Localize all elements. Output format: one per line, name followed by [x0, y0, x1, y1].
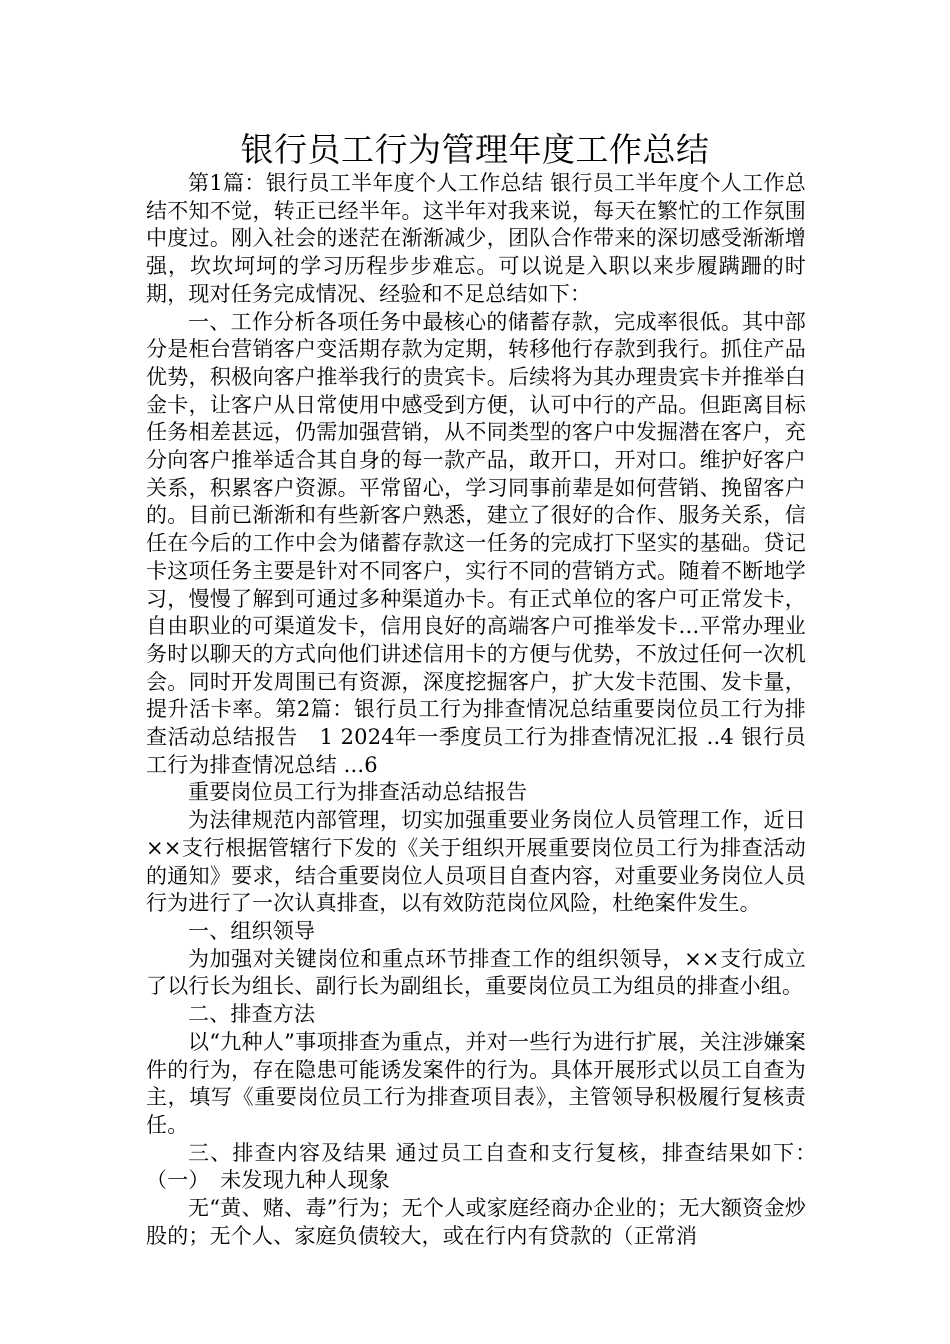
document-body — [146, 170, 828, 1250]
paragraph-report-intro: 为法律规范内部管理，切实加强重要业务岗位人员管理工作，近日××支行根据管辖行下发的《关于组织开展重要岗位员工行为排查活动的通知》要求，结合重要岗位人员项目自查内容，对重要业务岗位人员行为进行了一次认真排查，以有效防范岗位风险，杜绝案件发生。 — [146, 808, 806, 916]
section-heading-organization: 一、组织领导 — [188, 918, 316, 943]
paragraph-method: 以“九种人”事项排查为重点，并对一些行为进行扩展，关注涉嫌案件的行为，存在隐患可能诱发案件的行为。具体开展形式以员工自查为主，填写《重要岗位员工行为排查项目表》，主管领导积极履行复核责任。 — [146, 1029, 806, 1137]
document-title: 银行员工行为管理年度工作总结 — [240, 130, 710, 169]
paragraph-report-heading: 重要岗位员工行为排查活动总结报告 — [188, 780, 528, 805]
paragraph-intro: 第1篇：银行员工半年度个人工作总结 银行员工半年度个人工作总结不知不觉，转正已经半年。这半年对我来说，每天在繁忙的工作氛围中度过。刚入社会的迷茫在渐渐减少，团队合作带来的深切感受渐渐增强，坎坎坷坷的学习历程步步难忘。可以说是入职以来步履蹒跚的时期，现对任务完成情况、经验和不足总结如下： — [146, 171, 806, 306]
paragraph-work-analysis: 一、工作分析各项任务中最核心的储蓄存款，完成率很低。其中部分是柜台营销客户变活期存款为定期，转移他行存款到我行。抓住产品优势，积极向客户推举我行的贵宾卡。后续将为其办理贵宾卡并推举白金卡，让客户从日常使用中感受到方便，认可中行的产品。但距离目标任务相差甚远，仍需加强营销，从不同类型的客户中发掘潜在客户，充分向客户推举适合其自身的每一款产品，敢开口，开对口。维护好客户关系，积累客户资源。平常留心，学习同事前辈是如何营销、挽留客户的。目前已渐渐和有些新客户熟悉，建立了很好的合作、服务关系，信任在今后的工作中会为储蓄存款这一任务的完成打下坚实的基础。贷记卡这项任务主要是针对不同客户，实行不同的营销方式。随着不断地学习，慢慢了解到可通过多种渠道办卡。有正式单位的客户可正常发卡，自由职业的可渠道发卡，信用良好的高端客户可推举发卡…平常办理业务时以聊天的方式向他们讲述信用卡的方便与优势，不放过任何一次机会。同时开发周围已有资源，深度挖掘客户，扩大发卡范围、发卡量，提升活卡率。第2篇：银行员工行为排查情况总结重要岗位员工行为排查活动总结报告 1 2024年一季度员工行为排查情况汇报 ..4 银行员工行为排查情况总结 ...6 — [146, 309, 806, 777]
section-heading-method: 二、排查方法 — [188, 1002, 316, 1027]
section-heading-results: 三、排查内容及结果 通过员工自查和支行复核，排查结果如下： （一） 未发现九种人现象 — [146, 1140, 828, 1193]
paragraph-organization: 为加强对关键岗位和重点环节排查工作的组织领导，××支行成立了以行长为组长、副行长为副组长，重要岗位员工为组员的排查小组。 — [146, 946, 806, 999]
paragraph-results: 无“黄、赌、毒”行为；无个人或家庭经商办企业的；无大额资金炒股的；无个人、家庭负债较大，或在行内有贷款的（正常消 — [146, 1196, 806, 1248]
